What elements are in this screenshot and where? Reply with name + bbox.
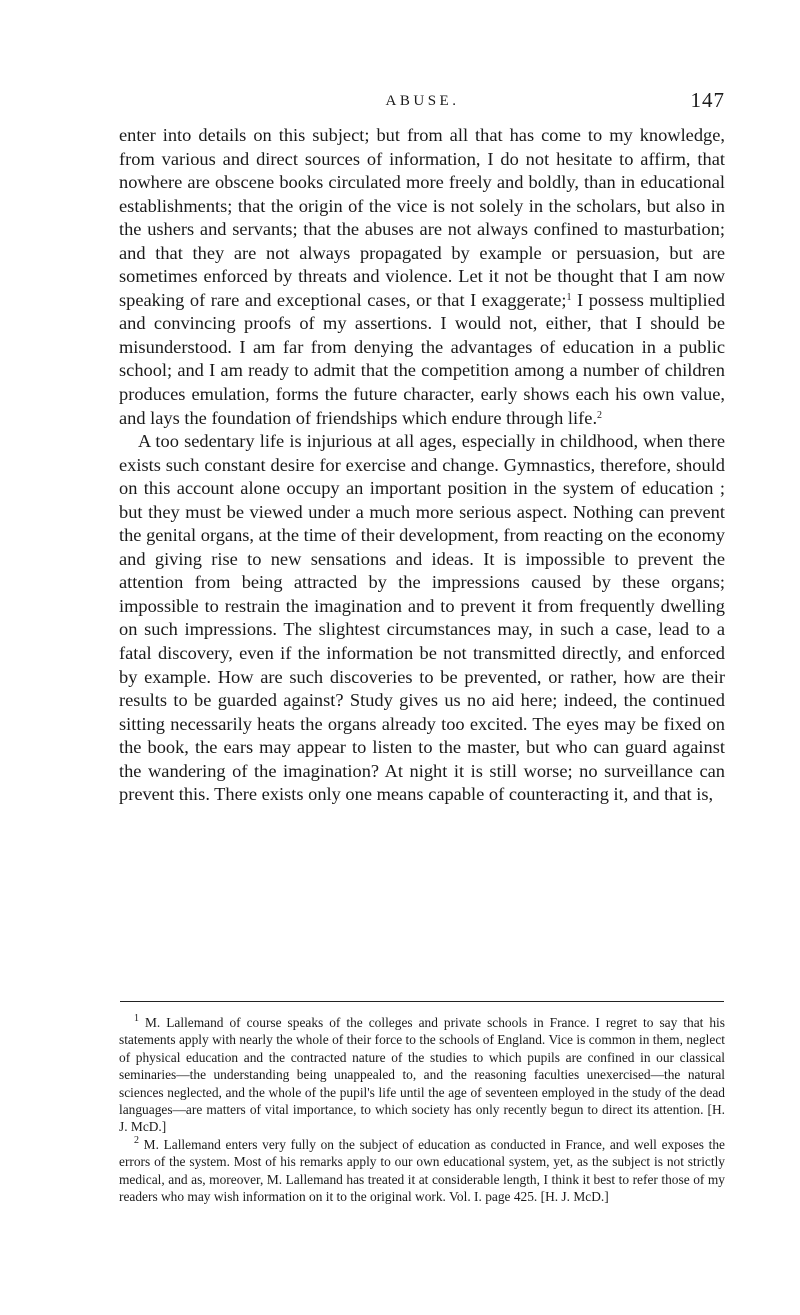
page-number: 147 xyxy=(690,88,725,112)
paragraph-text: enter into details on this subject; but from all that has come to my knowledge, from various and direct sources of information, I do not hesitate to affirm, that nowhere are obscene books circulated more freely and boldly, than in educational establishments; that the origin of the vice is not solely in the scholars, but also in the ushers and servants; that the abuses are not always confined to masturbation; and that they are not always propagated by example or persuasion, but are sometimes enforced by threats and violence. Let it not be thought that I am now speaking of rare and exceptional cases, or that I exaggerate; xyxy=(119,125,725,310)
footnote xyxy=(119,1014,725,1136)
paragraph-text: I possess multiplied and convincing proofs of my assertions. I would not, either, that I should be misunderstood. I am far from denying the advantages of education in a public school; and I am ready to admit that the competition among a number of children produces emulation, forms the future character, early shows each his own value, and lays the foundation of friendships which endure through life. xyxy=(119,289,726,428)
footnote-text: M. Lallemand of course speaks of the colleges and private schools in France. I regret to say that his statements apply with nearly the whole of their force to the schools of England. Vice is common in them, neglect of physical education and the contracted nature of the studies to which pupils are confined in our classical seminaries—the understanding being unappealed to, and the reasoning faculties unexercised—the natural sciences neglected, and the whole of the pupil's life until the age of seventeen employed in the study of the dead languages—are matters of vital importance, to which society has only recently begun to direct its attention. [H. J. McD.] xyxy=(119,1015,725,1135)
footnote-text: M. Lallemand enters very fully on the subject of education as conducted in France, and well exposes the errors of the system. Most of his remarks apply to our own educational system, yet, as the subject is not strictly medical, and as, moreover, M. Lallemand has treated it at considerable length, I think it best to refer those of my readers who may wish information on it to the original work. Vol. I. page 425. [H. J. McD.] xyxy=(119,1136,725,1205)
footnote-divider xyxy=(120,1001,724,1002)
running-head xyxy=(120,88,725,112)
running-title: ABUSE. xyxy=(385,93,460,109)
footnote xyxy=(119,1136,725,1206)
footnote-marker: 1 xyxy=(134,1013,139,1024)
paragraph: A too sedentary life is injurious at all ages, especially in childhood, when there exists such constant desire for exercise and change. Gymnastics, therefore, should on this account alone occupy an important position in the system of education ; but they must be viewed under a much more serious aspect. Nothing can prevent the genital organs, at the time of their development, from reacting on the economy and giving rise to new sensations and ideas. It is impossible to prevent the attention from being attracted by the impressions caused by these organs; impossible to restrain the imagination and to prevent it from frequently dwelling on such impressions. The slightest circumstances may, in such a case, lead to a fatal discovery, even if the information be not transmitted directly, and enforced by example. How are such discoveries to be prevented, or rather, how are their results to be guarded against? Study gives us no aid here; indeed, the continued sitting necessarily heats the organs already too excited. The eyes may be fixed on the book, the ears may appear to listen to the master, but who can guard against the wandering of the imagination? At night it is still worse; no surveillance can prevent this. There exists only one means capable of counteracting it, and that is, xyxy=(119,431,725,805)
main-text xyxy=(119,124,725,807)
footnote-ref: 1 xyxy=(566,291,572,303)
footnotes xyxy=(119,1014,725,1205)
footnote-ref: 2 xyxy=(597,409,603,421)
footnote-marker: 2 xyxy=(134,1134,139,1146)
paragraph xyxy=(119,124,725,430)
